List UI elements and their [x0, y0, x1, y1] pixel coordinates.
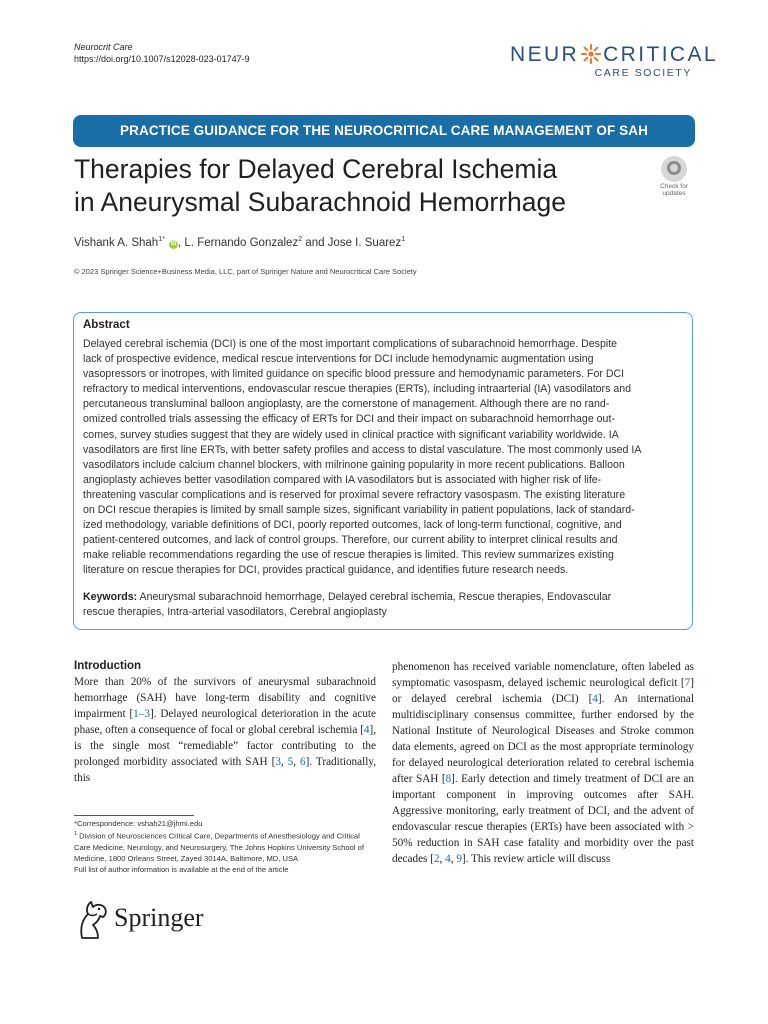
author-affiliation-marker: 1	[401, 236, 406, 243]
title-line-1: Therapies for Delayed Cerebral Ischemia	[74, 154, 558, 184]
title-line-2: in Aneurysmal Subarachnoid Hemorrhage	[74, 187, 566, 217]
springer-logo	[74, 898, 224, 942]
orcid-icon[interactable]: iD	[170, 240, 177, 247]
citation-link[interactable]: 4	[363, 724, 370, 736]
abstract-text	[83, 337, 685, 579]
keywords-text: Aneurysmal subarachnoid hemorrhage, Delayed cerebral ischemia, Rescue therapies, Endovascular	[139, 591, 612, 603]
abstract-line: make reliable recommendations regarding the use of rescue therapies is limited. This review summarizes existing	[83, 549, 614, 562]
body-text: ]. An international multidisciplinary consensus committee, further endorsed by the National Institute of Neurological Diseases and Stroke common data elements, agreed on DCI as the most appropriate terminology for delayed neurological deterioration related to cerebral ischemia after SAH [	[392, 693, 694, 785]
check-for-updates-badge[interactable]	[653, 156, 695, 198]
abstract-line: lack of prospective evidence, medical rescue interventions for DCI include hemodynamic augmentation using	[83, 353, 594, 366]
logo-text-critical: CRITICAL	[603, 43, 718, 66]
intro-paragraph-left	[74, 674, 376, 786]
citation-link[interactable]: 3	[275, 756, 281, 768]
abstract-line: comes, survey studies suggest that they are widely used in clinical practice with significant variability worldwide. IA	[83, 428, 619, 441]
keywords-text: rescue therapies, Intra-arterial vasodilators, Cerebral angioplasty	[83, 606, 387, 619]
abstract-line: vasodilators are first line ERTs, with better safety profiles and access to distal vasculature. The most commonly used IA	[83, 443, 642, 456]
body-text: ]. Traditionally, this	[74, 756, 376, 784]
body-text: ,	[280, 756, 288, 768]
citation-link[interactable]: 2	[433, 853, 440, 865]
body-text: More than 20% of the survivors of aneurysmal subarachnoid hemorrhage (SAH) have long-term disability and cognitive impairment [	[74, 676, 376, 720]
banner-text: PRACTICE GUIDANCE FOR THE NEUROCRITICAL CARE MANAGEMENT OF SAH	[120, 123, 648, 138]
copyright-notice: © 2023 Springer Science+Business Media, LLC, part of Springer Nature and Neurocritical Care Society	[74, 267, 417, 276]
brain-burst-icon	[580, 44, 602, 64]
body-text: ]. Early detection and timely treatment of DCI are an important component in improving outcomes after SAH. Aggressive monitoring, early treatment of DCI, and the advent of endovascular rescue therapies (ERTs) have been associated with > 50% reduction in SAH case fatality and morbidity over the past decades [	[392, 773, 694, 865]
logo-text-care-society: CARE SOCIETY	[594, 67, 692, 79]
introduction-heading: Introduction	[74, 660, 142, 672]
logo-text-neur: NEUR	[510, 43, 580, 66]
intro-paragraph-right	[392, 659, 694, 867]
abstract-line: omized controlled trials assessing the efficacy of ERTs for DCI and their impact on subarachnoid hemorrhage out-	[83, 413, 615, 426]
author-name[interactable]: and Jose I. Suarez	[302, 236, 402, 249]
section-banner	[73, 115, 695, 147]
check-updates-icon	[661, 156, 687, 182]
springer-wordmark: Springer	[114, 903, 204, 932]
author-name[interactable]: , L. Fernando Gonzalez	[178, 236, 299, 249]
body-text: ]. Delayed neurological deterioration in the acute phase, often a consequence of focal or global cerebral ischemia [	[74, 708, 376, 736]
author-name[interactable]: Vishank A. Shah	[74, 236, 159, 249]
check-updates-label-2: updates	[662, 190, 686, 197]
abstract-line: literature on rescue therapies for DCI, provides practical guidance, and identifies future research needs.	[83, 564, 569, 577]
author-info-note: Full list of author information is available at the end of the article	[74, 864, 289, 874]
author-list	[74, 232, 405, 251]
body-text: ,	[439, 853, 446, 865]
citation-link[interactable]: 7	[684, 677, 691, 689]
springer-horse-icon	[74, 898, 110, 940]
correspondence-note[interactable]: *Correspondence: vshah21@jhmi.edu	[74, 819, 203, 828]
citation-link[interactable]: 5	[287, 756, 294, 768]
citation-link[interactable]: 1–3	[133, 708, 150, 720]
abstract-line: percutaneous transluminal balloon angioplasty, are the cornerstone of management. Although there are no rand-	[83, 398, 610, 411]
body-text: ]. This review article will discuss	[461, 853, 611, 865]
abstract-line: Delayed cerebral ischemia (DCI) is one of the most important complications of subarachnoid hemorrhage. Despite	[83, 338, 618, 350]
footnote-divider	[74, 815, 194, 816]
abstract-line: vasopressors or inotropes, with limited guidance on specific blood pressure and hemodynamic parameters. For DCI	[83, 368, 625, 381]
body-text: ], is the single most “remediable” factor contributing to the prolonged morbidity associated with SAH [	[74, 724, 376, 768]
affiliation-marker: 1	[74, 831, 78, 837]
abstract-line: refractory to medical interventions, endovascular rescue therapies (ERTs), including intraarterial (IA) vasodilators and	[83, 383, 631, 396]
body-text: ,	[293, 756, 301, 768]
author-affiliation-marker: 1*	[158, 236, 165, 243]
abstract-line: patient-centered outcomes, and lack of control groups. Therefore, our current ability to interpret clinical results and	[83, 534, 618, 547]
footnotes	[74, 818, 376, 875]
body-text: ] or delayed cerebral ischemia (DCI) [	[392, 677, 694, 705]
author-affiliation-marker: 2	[298, 236, 303, 243]
article-title	[74, 153, 634, 219]
keywords	[83, 590, 685, 620]
society-logo	[510, 43, 718, 83]
abstract-line: vasodilators include calcium channel blockers, with milrinone gaining popularity in more recent publications. Balloon	[83, 458, 625, 471]
citation-link[interactable]: 9	[456, 853, 462, 865]
citation-link[interactable]: 6	[300, 756, 306, 768]
abstract-line: on DCI rescue therapies is limited by small sample sizes, significant variability in patient populations, lack of standard-	[83, 504, 635, 517]
body-text: phenomenon has received variable nomenclature, often labeled as symptomatic vasospasm, delayed ischemic neurological deficit [	[392, 661, 694, 689]
abstract-line: angioplasty achieves better vasodilation compared with IA vasodilators but is associated with higher risk of life-	[83, 473, 602, 486]
check-updates-label-1: Check for	[660, 183, 688, 190]
affiliation-text: Division of Neurosciences Critical Care, Departments of Anesthesiology and Critical Care Medicine, Neurology, and Neurosurgery, The Johns Hopkins University School of Medicine, 1800 Orleans Street, Zayed 3014A, Baltimore, MD, USA	[74, 831, 364, 863]
abstract-line: threatening vascular complications and is reserved for proximal severe refractory vasospasm. The existing literature	[83, 488, 626, 501]
abstract-heading: Abstract	[83, 319, 130, 331]
affiliation-note	[74, 829, 376, 864]
body-text: ,	[450, 853, 457, 865]
journal-name: Neurocrit Care	[74, 42, 133, 52]
citation-link[interactable]: 4	[445, 853, 451, 865]
keywords-label: Keywords:	[83, 591, 138, 603]
citation-link[interactable]: 4	[592, 693, 598, 705]
citation-link[interactable]: 8	[445, 773, 452, 785]
doi-link[interactable]: https://doi.org/10.1007/s12028-023-01747-9	[74, 54, 250, 64]
abstract-line: ized methodology, variable definitions of DCI, poorly reported outcomes, lack of long-term functional, cognitive, and	[83, 519, 622, 532]
